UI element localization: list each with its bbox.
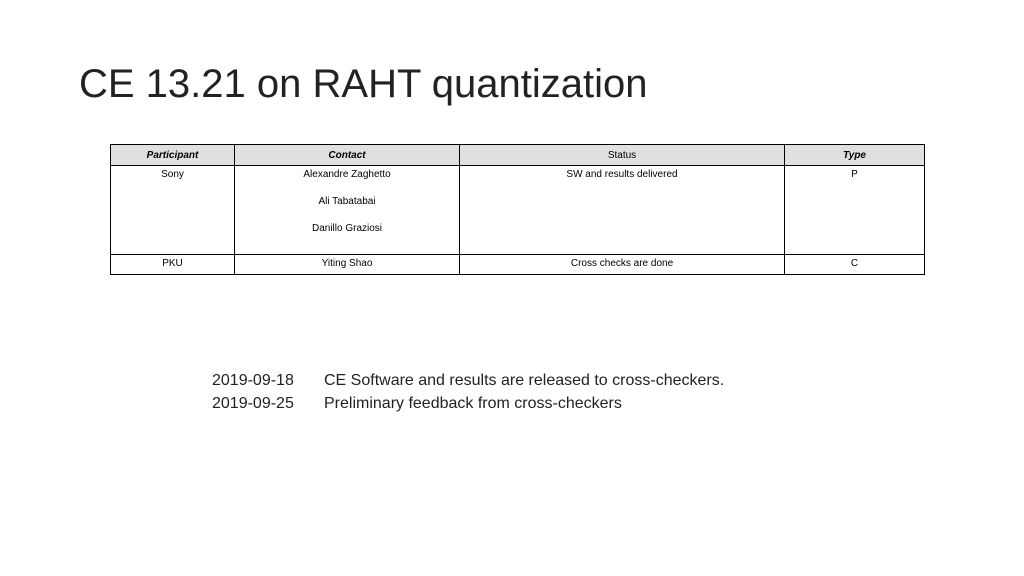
- schedule-text: Preliminary feedback from cross-checkers: [324, 395, 622, 412]
- slide-title: CE 13.21 on RAHT quantization: [79, 62, 648, 106]
- schedule-date: 2019-09-18: [212, 372, 294, 389]
- schedule-item: [212, 392, 724, 415]
- status-cell: SW and results delivered: [460, 166, 785, 255]
- header-contact: Contact: [235, 145, 460, 166]
- contact-cell: [235, 255, 460, 275]
- type-cell: C: [785, 255, 925, 275]
- table-row: [111, 166, 925, 255]
- schedule-item: [212, 369, 724, 392]
- contact-name: Ali Tabatabai: [318, 196, 376, 207]
- status-cell: Cross checks are done: [460, 255, 785, 275]
- schedule-date: 2019-09-25: [212, 395, 294, 412]
- contact-name: Danillo Graziosi: [311, 223, 383, 234]
- participants-table: [110, 144, 925, 275]
- schedule-list: [212, 369, 724, 415]
- contact-name: Yiting Shao: [321, 258, 373, 269]
- schedule-text: CE Software and results are released to cross-checkers.: [324, 372, 725, 389]
- participant-cell: PKU: [111, 255, 235, 275]
- contact-name: Alexandre Zaghetto: [303, 169, 391, 180]
- header-participant: Participant: [111, 145, 235, 166]
- table-row: [111, 255, 925, 275]
- type-cell: P: [785, 166, 925, 255]
- participant-cell: Sony: [111, 166, 235, 255]
- table-header-row: [111, 145, 925, 166]
- contact-cell: [235, 166, 460, 255]
- header-type: Type: [785, 145, 925, 166]
- header-status: Status: [460, 145, 785, 166]
